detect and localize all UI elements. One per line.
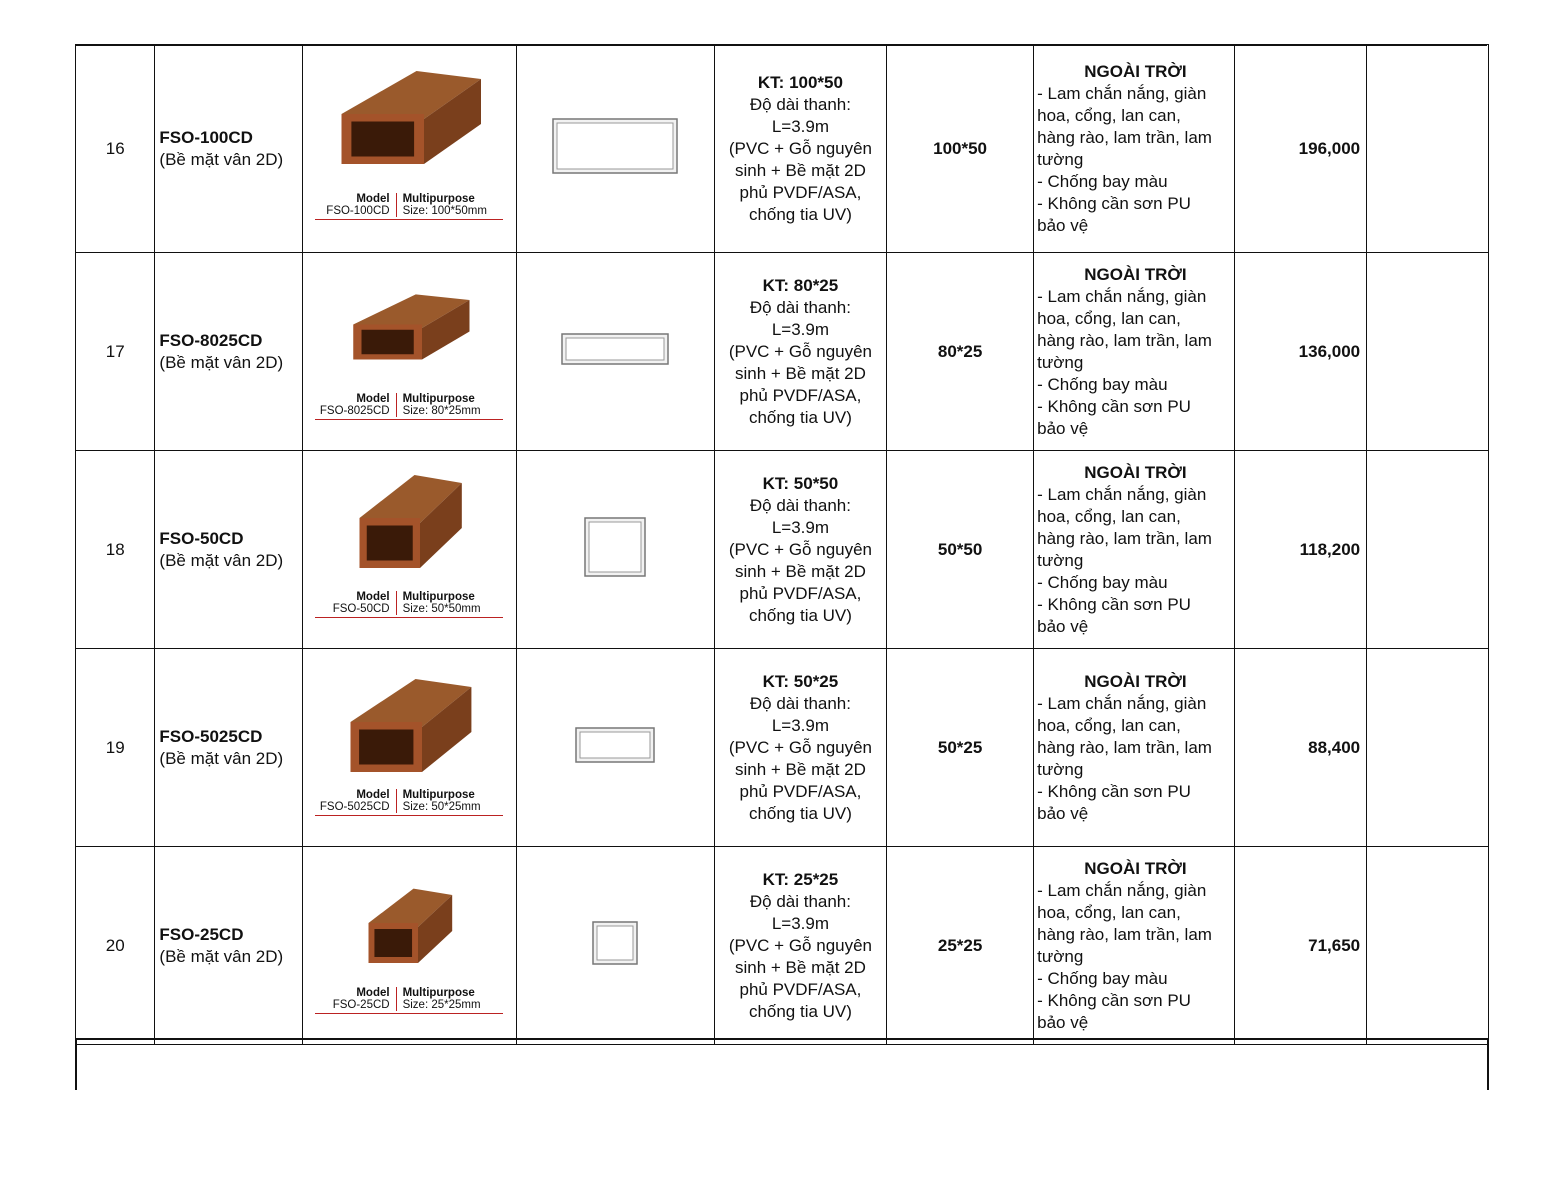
cross-section-cell: [516, 253, 714, 451]
spec-line: chống tia UV): [748, 605, 852, 625]
product-surface: (Bề mặt vân 2D): [159, 946, 284, 966]
usage-cell: [1034, 253, 1235, 451]
cross-section-icon: [584, 517, 646, 577]
spec-line: L=3.9m: [771, 913, 830, 933]
use-line: bảo vệ: [1037, 1012, 1089, 1032]
cross-section-icon: [592, 921, 638, 965]
spec-line: sinh + Bề mặt 2D: [735, 561, 866, 581]
spec-line: phủ PVDF/ASA,: [739, 979, 862, 999]
blank-cell: [1367, 649, 1489, 847]
caption-size: Size: 25*25mm: [402, 999, 481, 1011]
product-surface: (Bề mặt vân 2D): [159, 748, 284, 768]
caption-size: Size: 80*25mm: [402, 405, 481, 417]
wood-profile-image: [354, 473, 464, 573]
spec-line: sinh + Bề mặt 2D: [735, 160, 866, 180]
spec-line: sinh + Bề mặt 2D: [735, 363, 866, 383]
spec-line: (PVC + Gỗ nguyên: [728, 539, 873, 559]
spec-line: (PVC + Gỗ nguyên: [728, 737, 873, 757]
use-line: tường: [1037, 759, 1084, 779]
spec-line: phủ PVDF/ASA,: [739, 781, 862, 801]
price-cell: 71,650: [1234, 847, 1366, 1045]
spec-line: L=3.9m: [771, 116, 830, 136]
use-line: - Không cần sơn PU: [1037, 396, 1191, 416]
spec-line: Độ dài thanh:: [749, 297, 851, 317]
use-line: bảo vệ: [1037, 418, 1089, 438]
caption-model-label: Model: [312, 393, 397, 405]
caption-underline: [315, 219, 503, 220]
product-photo-cell: [302, 649, 516, 847]
use-line: - Lam chắn nắng, giàn: [1037, 880, 1207, 900]
use-line: hàng rào, lam trần, lam: [1037, 737, 1212, 757]
spec-line: L=3.9m: [771, 517, 830, 537]
spec-dimension: KT: 50*25: [762, 671, 839, 691]
usage-title: NGOÀI TRỜI: [1084, 858, 1187, 878]
product-photo-cell: [302, 847, 516, 1045]
caption-purpose-label: Multipurpose: [402, 987, 475, 999]
spec-cell: [714, 45, 886, 253]
caption-model: FSO-5025CD: [312, 801, 397, 813]
caption-model: FSO-100CD: [312, 205, 397, 217]
row-index: 18: [76, 451, 155, 649]
photo-caption: [303, 591, 516, 618]
use-line: - Chống bay màu: [1037, 572, 1168, 592]
caption-purpose-label: Multipurpose: [402, 193, 475, 205]
spec-line: chống tia UV): [748, 204, 852, 224]
row-index: 16: [76, 45, 155, 253]
price-cell: 196,000: [1234, 45, 1366, 253]
caption-underline: [315, 1013, 503, 1014]
spec-line: (PVC + Gỗ nguyên: [728, 138, 873, 158]
use-line: - Lam chắn nắng, giàn: [1037, 286, 1207, 306]
cross-section-cell: [516, 451, 714, 649]
product-code: FSO-25CD: [159, 924, 244, 944]
wood-profile-image: [347, 293, 472, 363]
product-surface: (Bề mặt vân 2D): [159, 149, 284, 169]
cross-section-icon: [552, 118, 678, 174]
spec-line: (PVC + Gỗ nguyên: [728, 341, 873, 361]
use-line: tường: [1037, 352, 1084, 372]
use-line: hoa, cổng, lan can,: [1037, 902, 1181, 922]
price-cell: 88,400: [1234, 649, 1366, 847]
usage-cell: [1034, 451, 1235, 649]
caption-purpose-label: Multipurpose: [402, 393, 475, 405]
cross-section-cell: [516, 649, 714, 847]
product-code: FSO-100CD: [159, 127, 253, 147]
table-footer-area: [75, 1038, 1489, 1090]
product-name-cell: [155, 847, 302, 1045]
size-cell: 50*50: [887, 451, 1034, 649]
product-photo-cell: [302, 253, 516, 451]
spec-line: Độ dài thanh:: [749, 891, 851, 911]
usage-title: NGOÀI TRỜI: [1084, 462, 1187, 482]
table-row: [76, 253, 1489, 451]
price-cell: 136,000: [1234, 253, 1366, 451]
product-photo-cell: [302, 45, 516, 253]
use-line: hoa, cổng, lan can,: [1037, 308, 1181, 328]
use-line: hàng rào, lam trần, lam: [1037, 127, 1212, 147]
spec-dimension: KT: 25*25: [762, 869, 839, 889]
spec-line: Độ dài thanh:: [749, 693, 851, 713]
spec-cell: [714, 649, 886, 847]
caption-model-label: Model: [312, 987, 397, 999]
product-table: [75, 44, 1489, 1045]
use-line: - Không cần sơn PU: [1037, 781, 1191, 801]
product-name-cell: [155, 649, 302, 847]
photo-caption: [303, 987, 516, 1014]
spec-line: chống tia UV): [748, 1001, 852, 1021]
cross-section-icon: [561, 333, 669, 365]
usage-cell: [1034, 649, 1235, 847]
price-sheet: [75, 44, 1489, 1088]
spec-line: (PVC + Gỗ nguyên: [728, 935, 873, 955]
spec-line: Độ dài thanh:: [749, 94, 851, 114]
caption-underline: [315, 617, 503, 618]
caption-size: Size: 100*50mm: [402, 205, 487, 217]
usage-title: NGOÀI TRỜI: [1084, 671, 1187, 691]
caption-model-label: Model: [312, 193, 397, 205]
product-name-cell: [155, 45, 302, 253]
spec-cell: [714, 253, 886, 451]
spec-cell: [714, 451, 886, 649]
caption-purpose-label: Multipurpose: [402, 789, 475, 801]
use-line: bảo vệ: [1037, 616, 1089, 636]
product-name-cell: [155, 253, 302, 451]
wood-profile-image: [334, 69, 484, 169]
cross-section-cell: [516, 45, 714, 253]
blank-cell: [1367, 45, 1489, 253]
use-line: - Chống bay màu: [1037, 968, 1168, 988]
size-cell: 100*50: [887, 45, 1034, 253]
product-surface: (Bề mặt vân 2D): [159, 352, 284, 372]
row-index: 19: [76, 649, 155, 847]
spec-line: sinh + Bề mặt 2D: [735, 957, 866, 977]
product-code: FSO-50CD: [159, 528, 244, 548]
product-photo-cell: [302, 451, 516, 649]
table-row: [76, 45, 1489, 253]
caption-underline: [315, 815, 503, 816]
spec-line: chống tia UV): [748, 803, 852, 823]
blank-cell: [1367, 253, 1489, 451]
use-line: hàng rào, lam trần, lam: [1037, 528, 1212, 548]
product-name-cell: [155, 451, 302, 649]
product-code: FSO-8025CD: [159, 330, 263, 350]
table-row: [76, 451, 1489, 649]
spec-line: phủ PVDF/ASA,: [739, 385, 862, 405]
spec-dimension: KT: 50*50: [762, 473, 839, 493]
table-row: [76, 847, 1489, 1045]
spec-line: chống tia UV): [748, 407, 852, 427]
wood-profile-image: [344, 677, 474, 777]
spec-dimension: KT: 100*50: [757, 72, 843, 92]
caption-model-label: Model: [312, 789, 397, 801]
size-cell: 25*25: [887, 847, 1034, 1045]
caption-model: FSO-25CD: [312, 999, 397, 1011]
spec-line: phủ PVDF/ASA,: [739, 583, 862, 603]
use-line: tường: [1037, 149, 1084, 169]
photo-caption: [303, 193, 516, 220]
caption-size: Size: 50*50mm: [402, 603, 481, 615]
use-line: bảo vệ: [1037, 215, 1089, 235]
use-line: tường: [1037, 550, 1084, 570]
wood-profile-image: [364, 887, 454, 967]
spec-dimension: KT: 80*25: [762, 275, 839, 295]
use-line: - Không cần sơn PU: [1037, 193, 1191, 213]
row-index: 20: [76, 847, 155, 1045]
photo-caption: [303, 393, 516, 420]
size-cell: 80*25: [887, 253, 1034, 451]
usage-cell: [1034, 45, 1235, 253]
use-line: - Lam chắn nắng, giàn: [1037, 484, 1207, 504]
use-line: - Không cần sơn PU: [1037, 594, 1191, 614]
use-line: - Không cần sơn PU: [1037, 990, 1191, 1010]
spec-line: L=3.9m: [771, 715, 830, 735]
use-line: - Chống bay màu: [1037, 171, 1168, 191]
caption-underline: [315, 419, 503, 420]
use-line: - Lam chắn nắng, giàn: [1037, 83, 1207, 103]
usage-cell: [1034, 847, 1235, 1045]
use-line: - Lam chắn nắng, giàn: [1037, 693, 1207, 713]
spec-cell: [714, 847, 886, 1045]
usage-title: NGOÀI TRỜI: [1084, 61, 1187, 81]
use-line: bảo vệ: [1037, 803, 1089, 823]
blank-cell: [1367, 847, 1489, 1045]
price-cell: 118,200: [1234, 451, 1366, 649]
caption-model-label: Model: [312, 591, 397, 603]
cross-section-cell: [516, 847, 714, 1045]
use-line: hoa, cổng, lan can,: [1037, 715, 1181, 735]
usage-title: NGOÀI TRỜI: [1084, 264, 1187, 284]
table-row: [76, 649, 1489, 847]
cross-section-icon: [575, 727, 655, 763]
product-surface: (Bề mặt vân 2D): [159, 550, 284, 570]
row-index: 17: [76, 253, 155, 451]
use-line: hàng rào, lam trần, lam: [1037, 924, 1212, 944]
caption-purpose-label: Multipurpose: [402, 591, 475, 603]
caption-model: FSO-8025CD: [312, 405, 397, 417]
product-code: FSO-5025CD: [159, 726, 263, 746]
spec-line: Độ dài thanh:: [749, 495, 851, 515]
spec-line: L=3.9m: [771, 319, 830, 339]
use-line: tường: [1037, 946, 1084, 966]
use-line: hàng rào, lam trần, lam: [1037, 330, 1212, 350]
spec-line: phủ PVDF/ASA,: [739, 182, 862, 202]
blank-cell: [1367, 451, 1489, 649]
use-line: hoa, cổng, lan can,: [1037, 506, 1181, 526]
use-line: - Chống bay màu: [1037, 374, 1168, 394]
use-line: hoa, cổng, lan can,: [1037, 105, 1181, 125]
photo-caption: [303, 789, 516, 816]
spec-line: sinh + Bề mặt 2D: [735, 759, 866, 779]
caption-model: FSO-50CD: [312, 603, 397, 615]
size-cell: 50*25: [887, 649, 1034, 847]
caption-size: Size: 50*25mm: [402, 801, 481, 813]
